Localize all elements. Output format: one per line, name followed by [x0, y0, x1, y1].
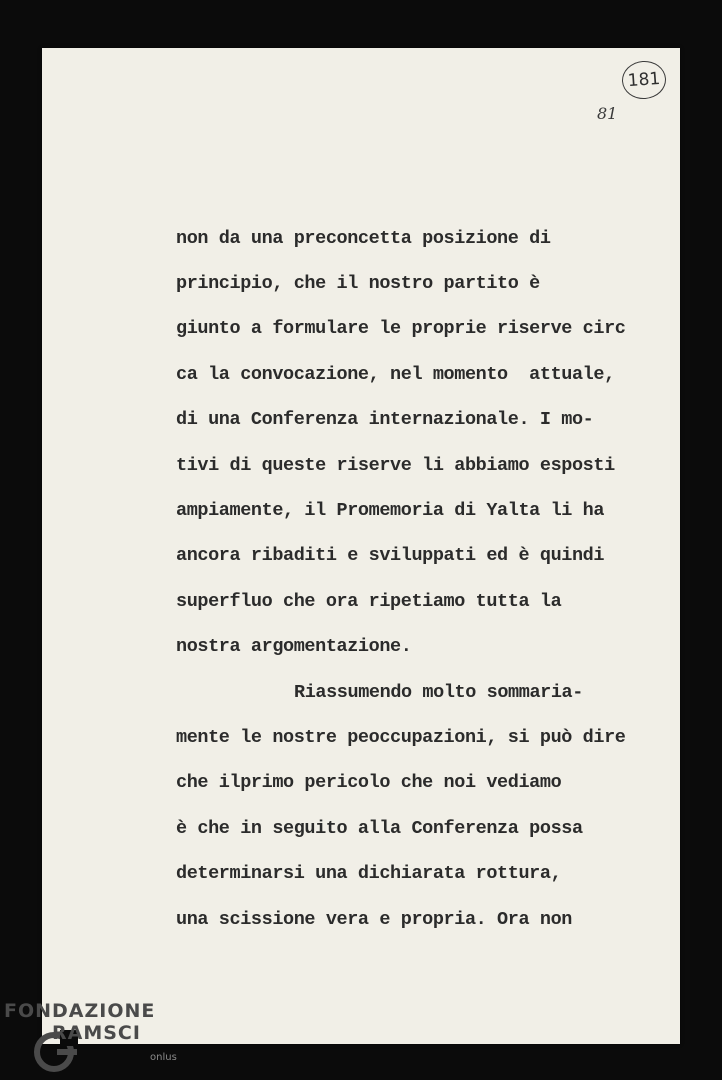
text-line: che ilprimo pericolo che noi vediamo — [176, 772, 562, 793]
text-line: mente le nostre peoccupazioni, si può dire — [176, 727, 626, 748]
text-line: ca la convocazione, nel momento attuale, — [176, 364, 615, 385]
text-line: ancora ribaditi e sviluppati ed è quindi — [176, 545, 605, 566]
document-page — [42, 48, 680, 1044]
text-line: tivi di queste riserve li abbiamo esposti — [176, 455, 615, 476]
watermark-sub: onlus — [150, 1052, 177, 1063]
text-line: è che in seguito alla Conferenza possa — [176, 818, 583, 839]
text-line: giunto a formulare le proprie riserve circ — [176, 318, 626, 339]
handwritten-page-number: 81 — [597, 104, 618, 123]
foundation-watermark-logo — [4, 1000, 184, 1080]
text-line: una scissione vera e propria. Ora non — [176, 909, 572, 930]
stamp-number: 181 — [627, 68, 661, 92]
watermark-line1: FONDAZIONE — [4, 1000, 156, 1022]
archive-number-stamp — [621, 60, 668, 101]
text-line: nostra argomentazione. — [176, 636, 412, 657]
text-line: Riassumendo molto sommaria- — [294, 682, 583, 703]
watermark-line2: RAMSCI — [52, 1022, 141, 1044]
text-line: superfluo che ora ripetiamo tutta la — [176, 591, 562, 612]
text-line: determinarsi una dichiarata rottura, — [176, 863, 562, 884]
text-line: ampiamente, il Promemoria di Yalta li ha — [176, 500, 605, 521]
text-line: di una Conferenza internazionale. I mo- — [176, 409, 594, 430]
text-line: principio, che il nostro partito è — [176, 273, 540, 294]
text-line: non da una preconcetta posizione di — [176, 228, 551, 249]
